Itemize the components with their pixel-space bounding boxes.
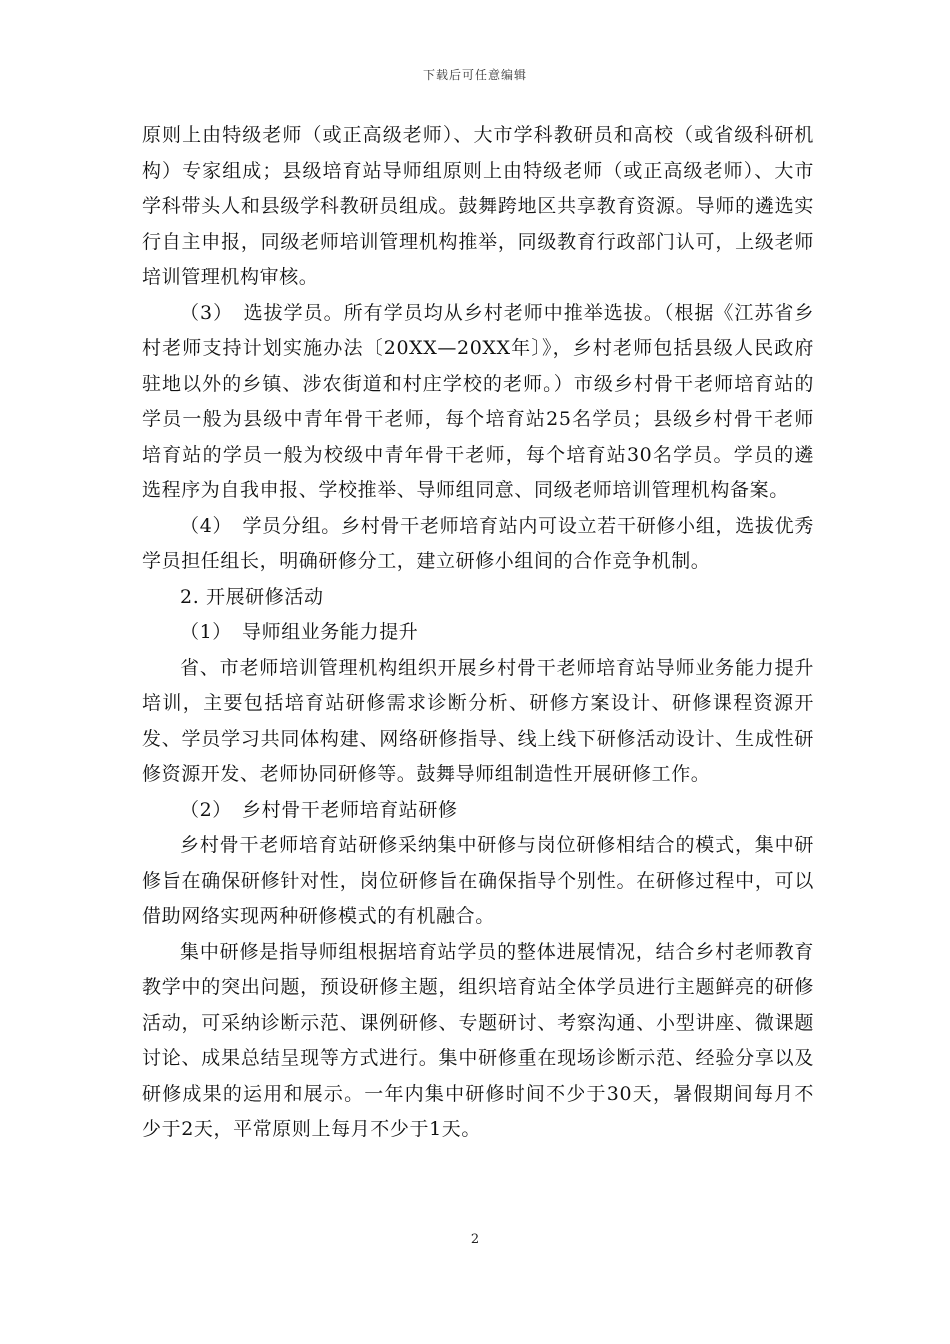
section-heading-research-activities: 2. 开展研修活动 bbox=[180, 585, 324, 608]
paragraph-student-groups: （4） 学员分组。乡村骨干老师培育站内可设立若干研修小组，选拔优秀学员担任组长，明确研修分工，建立研修小组间的合作竞争机制。 bbox=[142, 514, 814, 572]
subheading-station-research: （2） 乡村骨干老师培育站研修 bbox=[180, 798, 458, 821]
page-header: 下载后可任意编辑 bbox=[422, 68, 527, 82]
paragraph-research-mode: 乡村骨干老师培育站研修采纳集中研修与岗位研修相结合的模式，集中研修旨在确保研修针对性，岗位研修旨在确保指导个别性。在研修过程中，可以借助网络实现两种研修模式的有机融合。 bbox=[142, 834, 814, 927]
paragraph-mentor-training: 省、市老师培训管理机构组织开展乡村骨干老师培育站导师业务能力提升培训，主要包括培育站研修需求诊断分析、研修方案设计、研修课程资源开发、学员学习共同体构建、网络研修指导、线上线下研修活动设计、生成性研修资源开发、老师协同研修等。鼓舞导师组制造性开展研修工作。 bbox=[142, 656, 814, 785]
subheading-mentor-ability: （1） 导师组业务能力提升 bbox=[180, 621, 419, 643]
paragraph-continuation: 原则上由特级老师（或正高级老师）、大市学科教研员和高校（或省级科研机构）专家组成；县级培育站导师组原则上由特级老师（或正高级老师）、大市学科带头人和县级学科教研员组成。鼓舞跨地区共享教育资源。导师的遴选实行自主申报，同级老师培训管理机构推举，同级教育行政部门认可，上级老师培训管理机构审核。 bbox=[142, 124, 814, 288]
page-number: 2 bbox=[470, 1232, 480, 1247]
document-body bbox=[142, 118, 814, 1148]
paragraph-centralized-research: 集中研修是指导师组根据培育站学员的整体进展情况，结合乡村老师教育教学中的突出问题，预设研修主题，组织培育站全体学员进行主题鲜亮的研修活动，可采纳诊断示范、课例研修、专题研讨、考察沟通、小型讲座、微课题讨论、成果总结呈现等方式进行。集中研修重在现场诊断示范、经验分享以及研修成果的运用和展示。一年内集中研修时间不少于30天，暑假期间每月不少于2天，平常原则上每月不少于1天。 bbox=[142, 940, 814, 1140]
paragraph-select-students: （3） 选拔学员。所有学员均从乡村老师中推举选拔。（根据《江苏省乡村老师支持计划实施办法〔20XX—20XX年〕》，乡村老师包括县级人民政府驻地以外的乡镇、涉农街道和村庄学校的老师。）市级乡村骨干老师培育站的学员一般为县级中青年骨干老师，每个培育站25名学员；县级乡村骨干老师培育站的学员一般为校级中青年骨干老师，每个培育站30名学员。学员的遴选程序为自我申报、学校推举、导师组同意、同级老师培训管理机构备案。 bbox=[142, 301, 814, 501]
